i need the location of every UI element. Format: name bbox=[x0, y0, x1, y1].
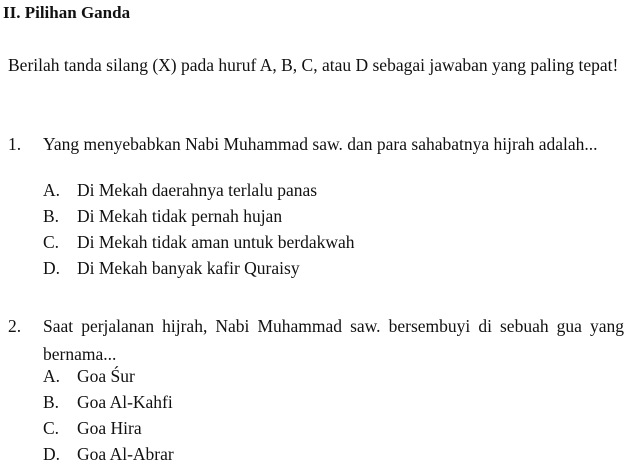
option-a[interactable] bbox=[43, 363, 624, 389]
option-text: Di Mekah daerahnya terlalu panas bbox=[77, 180, 318, 200]
answer-options bbox=[43, 177, 624, 281]
option-text: Goa Al-Abrar bbox=[77, 444, 174, 464]
option-d[interactable] bbox=[43, 441, 624, 467]
answer-options bbox=[43, 363, 624, 467]
option-letter: A. bbox=[43, 366, 61, 386]
question-1 bbox=[8, 130, 624, 290]
question-number: 1. bbox=[8, 134, 22, 154]
option-letter: B. bbox=[43, 392, 60, 412]
option-c[interactable] bbox=[43, 229, 624, 255]
option-text: Di Mekah banyak kafir Quraisy bbox=[77, 258, 300, 278]
question-2 bbox=[8, 312, 624, 470]
option-b[interactable] bbox=[43, 389, 624, 415]
option-letter: A. bbox=[43, 180, 61, 200]
question-number: 2. bbox=[8, 316, 22, 336]
section-title: II. Pilihan Ganda bbox=[3, 3, 131, 22]
option-text: Goa Al-Kahfi bbox=[77, 392, 173, 412]
option-c[interactable] bbox=[43, 415, 624, 441]
option-text: Di Mekah tidak pernah hujan bbox=[77, 206, 283, 226]
question-text: Saat perjalanan hijrah, Nabi Muhammad saw. bersembuyi di sebuah gua yang bernama... bbox=[43, 316, 624, 364]
option-letter: D. bbox=[43, 444, 61, 464]
option-letter: B. bbox=[43, 206, 60, 226]
option-a[interactable] bbox=[43, 177, 624, 203]
option-letter: C. bbox=[43, 418, 60, 438]
option-text: Goa Śur bbox=[77, 366, 135, 386]
question-text: Yang menyebabkan Nabi Muhammad saw. dan para sahabatnya hijrah adalah... bbox=[43, 134, 598, 154]
option-b[interactable] bbox=[43, 203, 624, 229]
option-text: Goa Hira bbox=[77, 418, 142, 438]
instruction-text: Berilah tanda silang (X) pada huruf A, B, C, atau D sebagai jawaban yang paling tepat! bbox=[8, 55, 619, 75]
option-d[interactable] bbox=[43, 255, 624, 281]
option-letter: D. bbox=[43, 258, 61, 278]
option-letter: C. bbox=[43, 232, 60, 252]
option-text: Di Mekah tidak aman untuk berdakwah bbox=[77, 232, 355, 252]
